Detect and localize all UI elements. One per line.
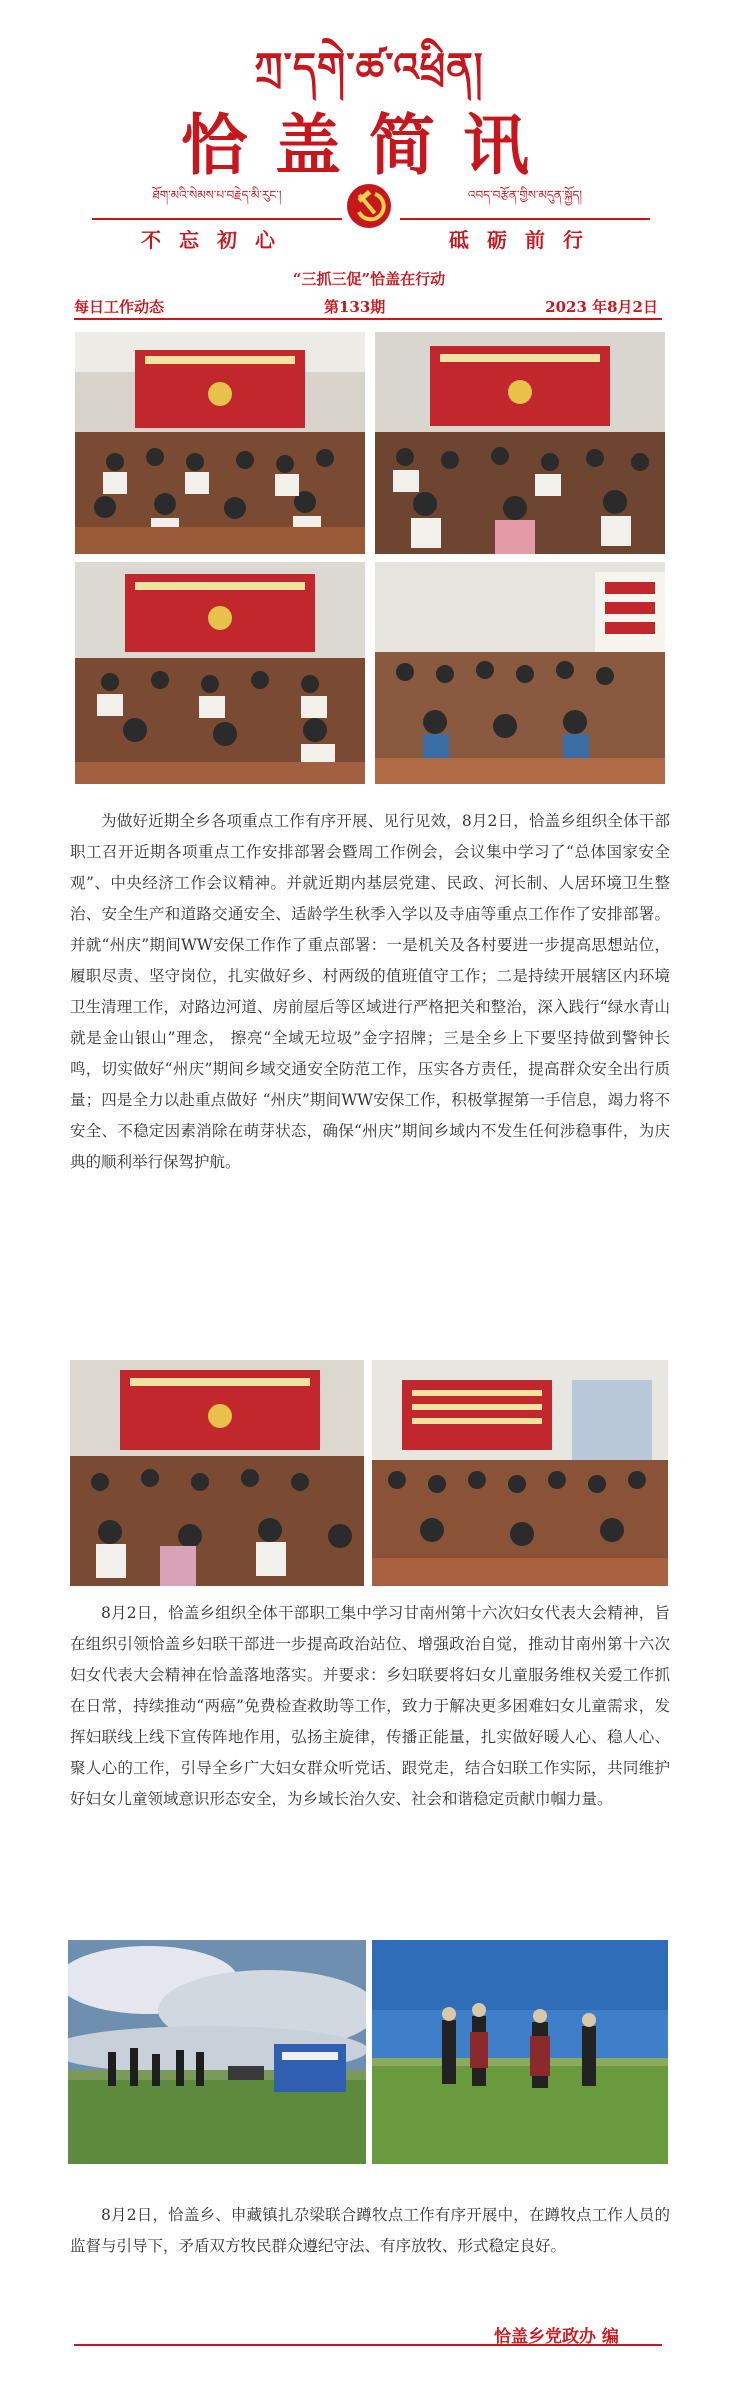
paragraph-2: 8月2日，恰盖乡组织全体干部职工集中学习甘南州第十六次妇女代表大会精神，旨在组织引领恰盖乡妇联干部进一步提高政治站位、增强政治自觉，推动甘南州第十六次妇女代表大会精神在恰盖落地落实。并要求：乡妇联要将妇女儿童服务维权关爱工作抓在日常，持续推动“两癌”免费检查救助等工作，致力于解决更多困难妇女儿童需求，发挥妇联线上线下宣传阵地作用，弘扬主旋律，传播正能量，扎实做好暖人心、稳人心、聚人心的工作，引导全乡广大妇女群众听党话、跟党走，结合妇联工作实际，共同维护好妇女儿童领域意识形态安全，为乡域长治久安、社会和谐稳定贡献巾帼力量。 — [70, 1604, 670, 1808]
paragraph-3: 8月2日，恰盖乡、申藏镇扎尕梁联合蹲牧点工作有序开展中，在蹲牧点工作人员的监督与引导下，矛盾双方牧民群众遵纪守法、有序放牧、形式稳定良好。 — [70, 2206, 670, 2255]
meeting-photo-3 — [75, 562, 365, 784]
grassland-photo-1 — [68, 1940, 366, 2164]
grassland-photo-2 — [372, 1940, 668, 2164]
headline: “三抓三促”恰盖在行动 — [292, 270, 446, 288]
meeting-photo-2 — [375, 332, 665, 554]
motto-right — [400, 182, 650, 253]
motto-left-tibetan: ཐོག་མའི་སེམས་པ་བརྗེད་མི་རུང་། — [92, 182, 342, 220]
hammer-sickle-icon — [345, 182, 393, 230]
meeting-photo-4 — [375, 562, 665, 784]
motto-right-tibetan: འབད་བརྩོན་གྱིས་མདུན་སྐྱོད། — [400, 182, 650, 220]
meeting-photo-1 — [75, 332, 365, 554]
masthead-title: 恰盖简讯 — [181, 107, 557, 184]
motto-row — [0, 182, 738, 252]
issue-column: 每日工作动态 — [74, 298, 165, 316]
motto-left-chinese: 不忘初心 — [141, 228, 293, 252]
editor-signature: 恰盖乡党政办 编 — [494, 2327, 619, 2347]
issue-number: 第133期 — [324, 298, 386, 316]
issue-info-bar — [74, 294, 662, 320]
motto-right-chinese: 砥砺前行 — [449, 228, 601, 252]
tibetan-masthead-title: ཀྲ་དགེ་ཚ་འཕྲིན། — [254, 44, 484, 91]
study-photo-1 — [70, 1360, 364, 1586]
motto-left — [92, 182, 342, 253]
footer-divider — [74, 2344, 662, 2346]
paragraph-1: 为做好近期全乡各项重点工作有序开展、见行见效，8月2日，恰盖乡组织全体干部职工召开近期各项重点工作安排部署会暨周工作例会，会议集中学习了“总体国家安全观”、中央经济工作会议精神。并就近期内基层党建、民政、河长制、人居环境卫生整治、安全生产和道路交通安全、适龄学生秋季入学以及寺庙等重点工作作了安排部署。并就“州庆”期间WW安保工作作了重点部署：一是机关及各村要进一步提高思想站位，履职尽责、坚守岗位，扎实做好乡、村两级的值班值守工作；二是持续开展辖区内环境卫生清理工作，对路边河道、房前屋后等区域进行严格把关和整治，深入践行“绿水青山就是金山银山”理念， 擦亮“全域无垃圾”金字招牌；三是全乡上下要坚持做到警钟长鸣，切实做好“州庆”期间乡域交通安全防范工作，压实各方责任，提高群众安全出行质量；四是全力以赴重点做好 “州庆”期间WW安保工作，积极掌握第一手信息，竭力将不安全、不稳定因素消除在萌芽状态，确保“州庆”期间乡域内不发生任何涉稳事件，为庆典的顺利举行保驾护航。 — [70, 812, 670, 1171]
study-photo-2 — [372, 1360, 668, 1586]
issue-date: 2023 年8月2日 — [545, 298, 658, 316]
